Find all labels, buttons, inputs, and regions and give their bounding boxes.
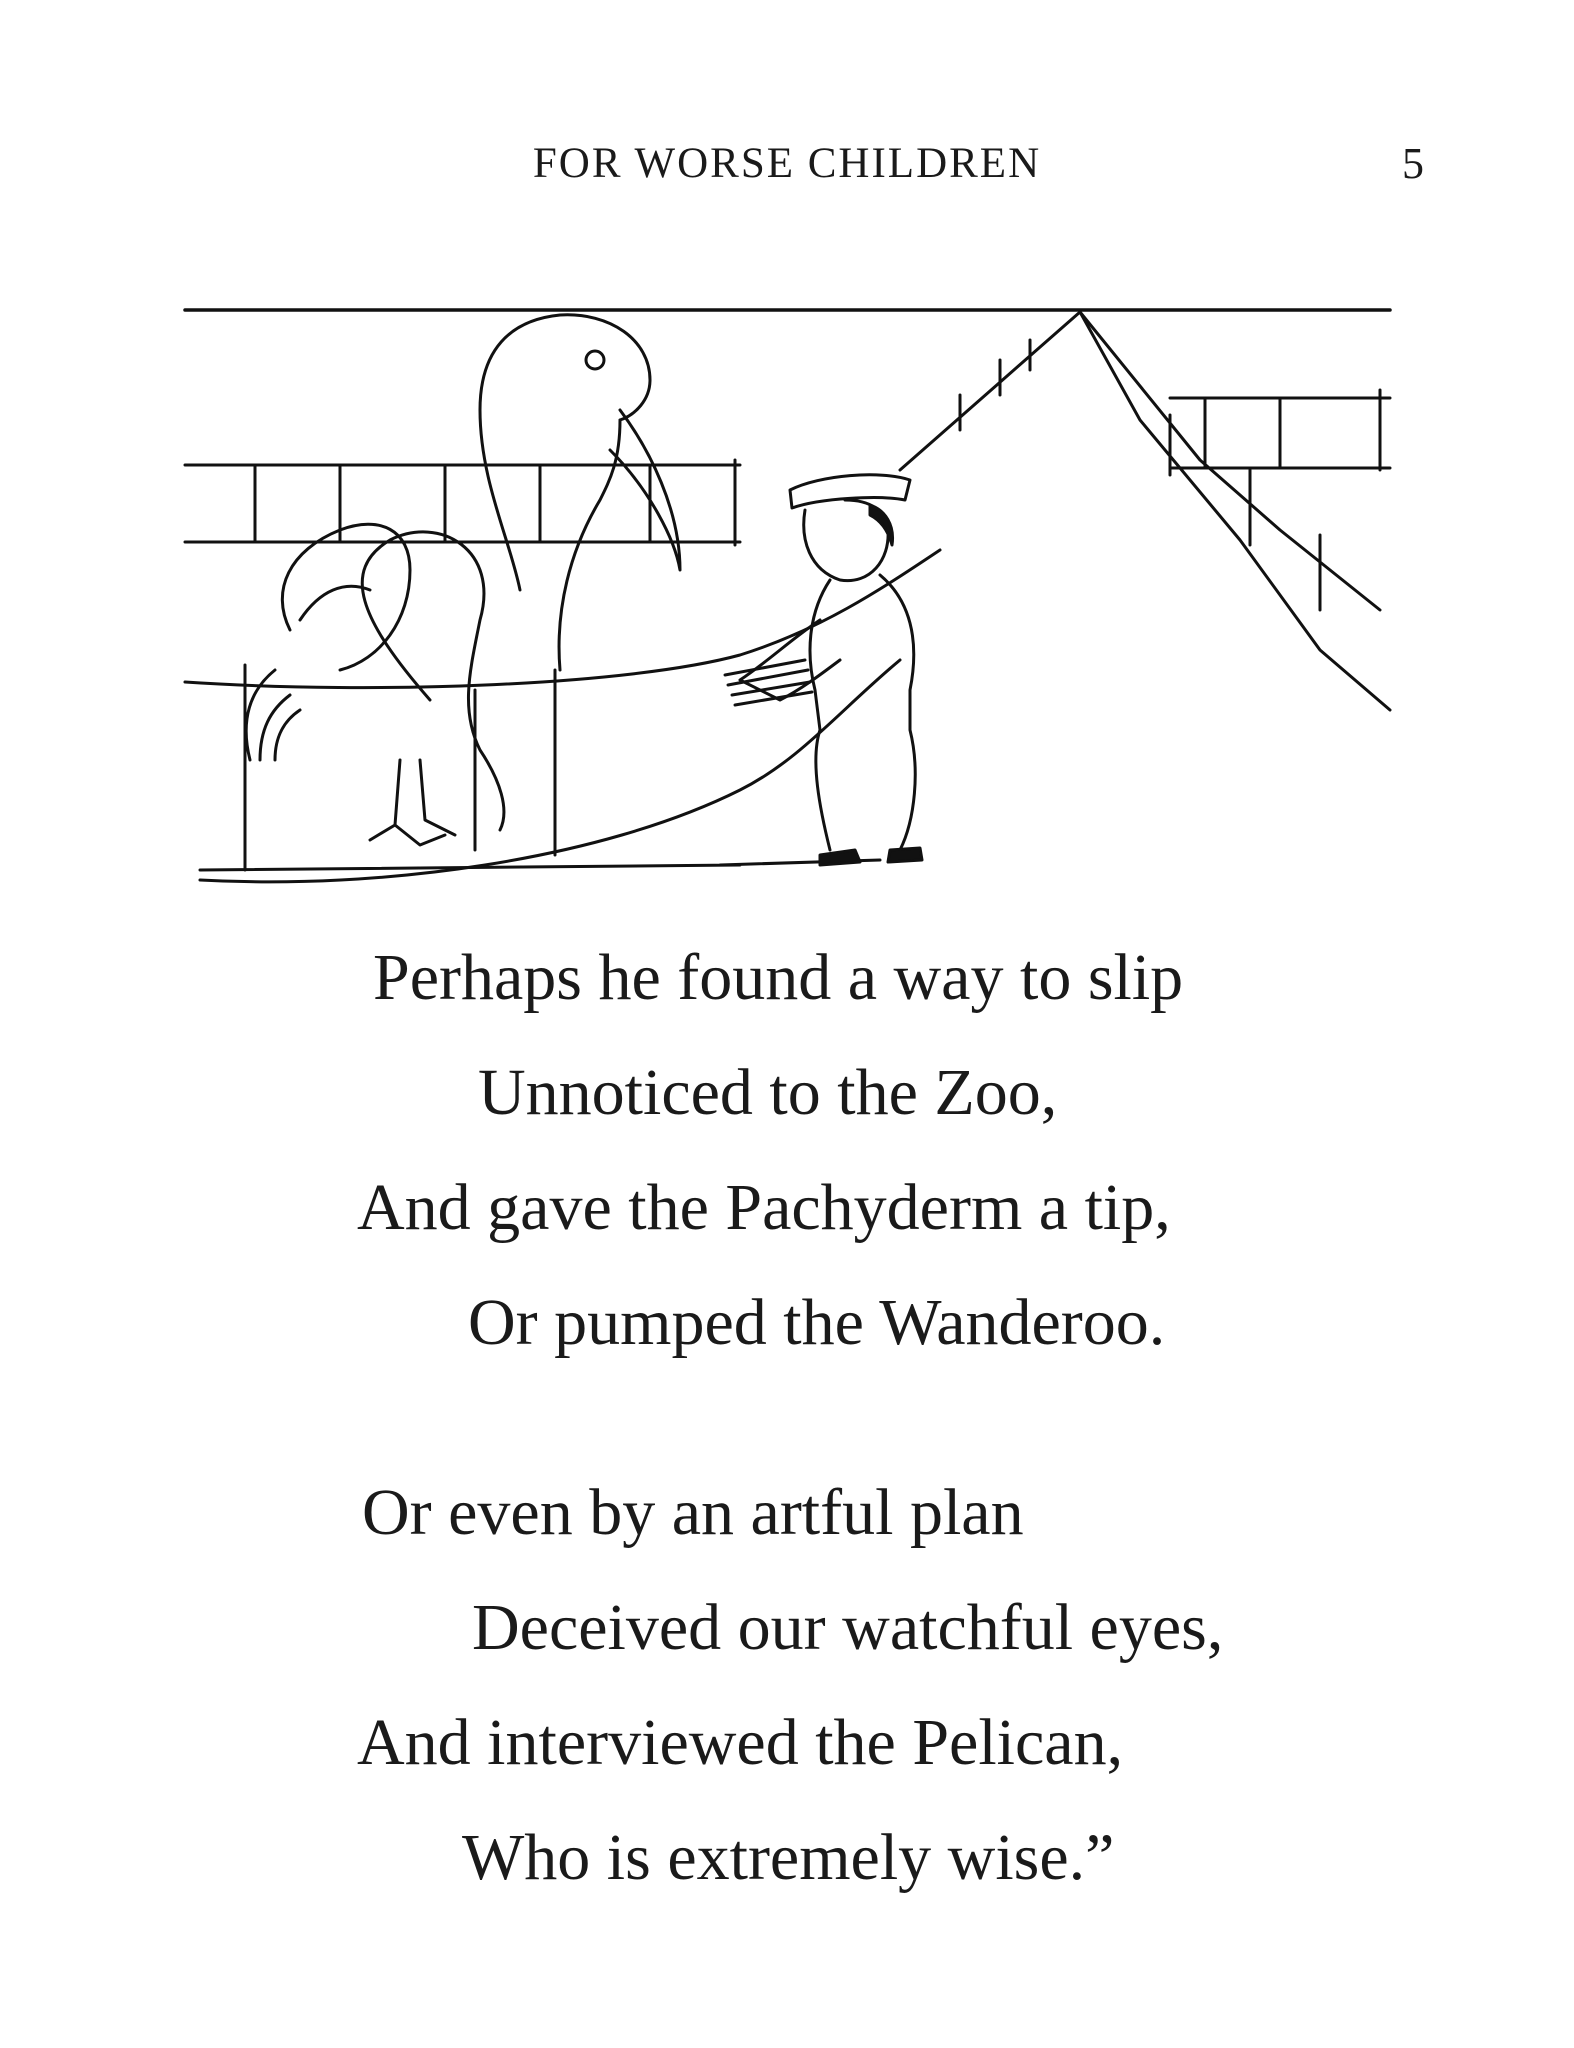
pelican-eye bbox=[586, 351, 604, 369]
verse-line: Perhaps he found a way to slip bbox=[373, 941, 1184, 1014]
ground-line bbox=[200, 860, 880, 870]
running-title: FOR WORSE CHILDREN bbox=[532, 140, 1042, 187]
page-number: 5 bbox=[1402, 139, 1424, 188]
pelican-tail-feathers bbox=[246, 670, 300, 760]
verse-line: Deceived our watchful eyes, bbox=[472, 1591, 1224, 1664]
pelican-body bbox=[362, 532, 504, 830]
verse-line: Unnoticed to the Zoo, bbox=[478, 1056, 1058, 1129]
pelican-legs bbox=[370, 760, 455, 845]
boy-papers bbox=[725, 660, 812, 705]
boy-hair bbox=[870, 505, 893, 545]
pelican-neck-front bbox=[559, 420, 620, 670]
verse-line: And interviewed the Pelican, bbox=[357, 1706, 1124, 1779]
front-rope-upper bbox=[185, 550, 940, 688]
verse-line: Or pumped the Wanderoo. bbox=[468, 1286, 1166, 1359]
front-rope-lower bbox=[200, 660, 900, 882]
boy-shoes bbox=[820, 848, 922, 865]
fence-posts-right bbox=[960, 340, 1320, 610]
zoo-illustration bbox=[180, 290, 1410, 890]
rope-left bbox=[900, 312, 1380, 610]
boy-body bbox=[810, 575, 915, 850]
verse-line: Who is extremely wise.” bbox=[462, 1821, 1115, 1894]
pelican-neck bbox=[480, 315, 650, 590]
boy-hat bbox=[790, 475, 910, 508]
verse-line: Or even by an artful plan bbox=[362, 1476, 1024, 1549]
boy-arm-papers bbox=[740, 620, 840, 700]
back-wall-right bbox=[1170, 390, 1390, 470]
verse-line: And gave the Pachyderm a tip, bbox=[357, 1171, 1171, 1244]
